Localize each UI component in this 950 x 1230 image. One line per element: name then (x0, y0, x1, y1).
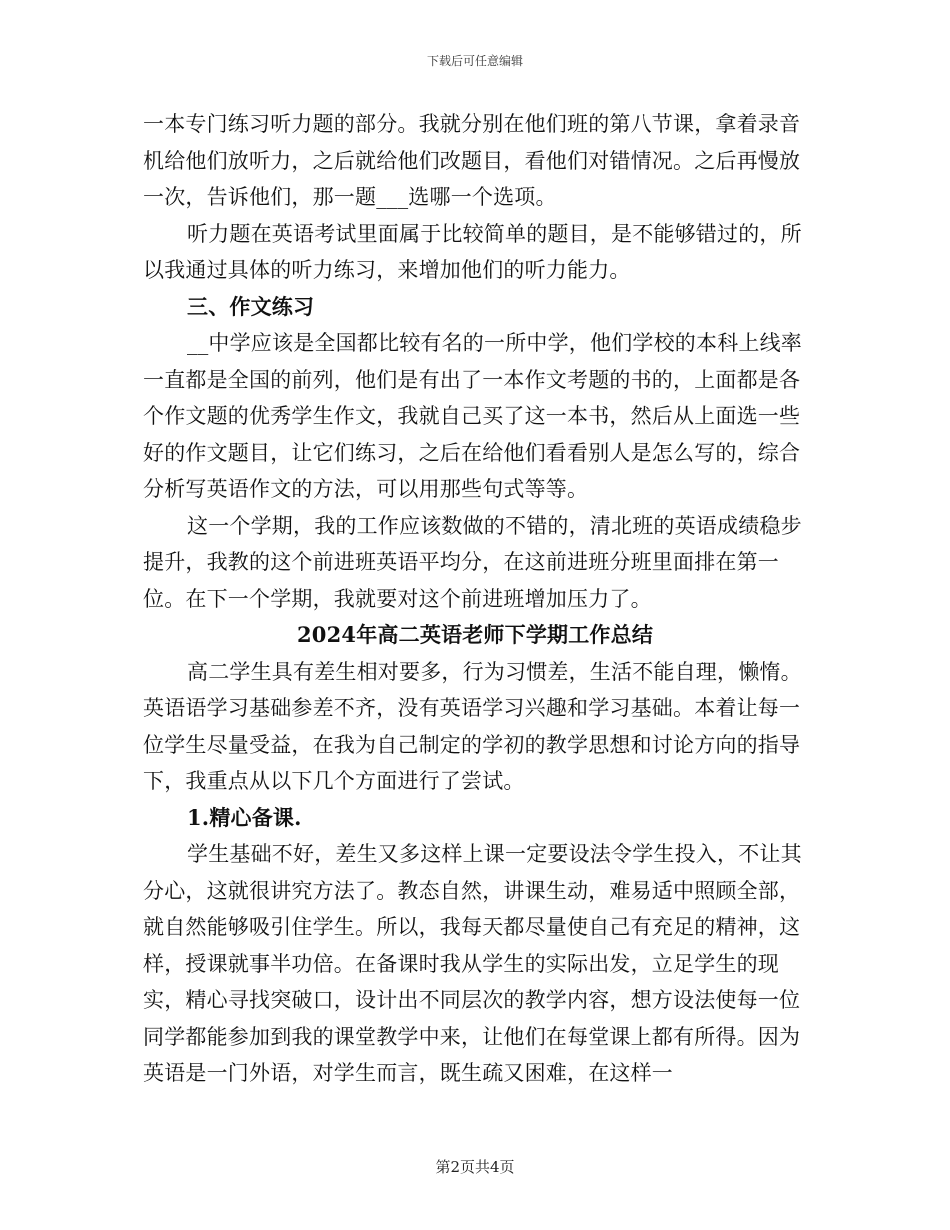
section-heading-composition: 三、作文练习 (187, 293, 315, 319)
document-title: 2024年高二英语老师下学期工作总结 (296, 622, 654, 647)
paragraph-composition-book: __中学应该是全国都比较有名的一所中学，他们学校的本科上线率一直都是全国的前列，他们是有出了一本作文考题的书的，上面都是各个作文题的优秀学生作文，我就自己买了这一本书，然后从上面选一些好的作文题目，让它们练习，之后在给他们看看别人是怎么写的，综合分析写英语作文的方法，可以用那些句式等等。 (143, 331, 802, 501)
paragraph-semester-result: 这一个学期，我的工作应该数做的不错的，清北班的英语成绩稳步提升，我教的这个前进班英语平均分，在这前进班分班里面排在第一位。在下一个学期，我就要对这个前进班增加压力了。 (143, 513, 802, 611)
paragraph-student-situation: 高二学生具有差生相对要多，行为习惯差，生活不能自理，懒惰。英语语学习基础参差不齐，没有英语学习兴趣和学习基础。本着让每一位学生尽量受益，在我为自己制定的学初的教学思想和讨论方向的指导下，我重点从以下几个方面进行了尝试。 (143, 659, 802, 793)
page-header: 下载后可任意编辑 (426, 54, 523, 68)
page-number: 第2页共4页 (435, 1158, 515, 1176)
section-heading-lesson-prep: 1.精心备课. (187, 804, 302, 830)
paragraph-listening-summary: 听力题在英语考试里面属于比较简单的题目，是不能够错过的，所以我通过具体的听力练习，来增加他们的听力能力。 (143, 221, 802, 282)
document-body (143, 106, 807, 1092)
paragraph-listening-practice: 一本专门练习听力题的部分。我就分别在他们班的第八节课，拿着录音机给他们放听力，之后就给他们改题目，看他们对错情况。之后再慢放一次，告诉他们，那一题___选哪一个选项。 (143, 112, 801, 209)
paragraph-lesson-prep: 学生基础不好，差生又多这样上课一定要设法令学生投入，不让其分心，这就很讲究方法了。教态自然，讲课生动，难易适中照顾全部，就自然能够吸引住学生。所以，我每天都尽量使自己有充足的精神，这样，授课就事半功倍。在备课时我从学生的实际出发，立足学生的现实，精心寻找突破口，设计出不同层次的教学内容，想方设法使每一位同学都能参加到我的课堂教学中来，让他们在每堂课上都有所得。因为英语是一门外语，对学生而言，既生疏又困难，在这样一 (143, 842, 802, 1085)
